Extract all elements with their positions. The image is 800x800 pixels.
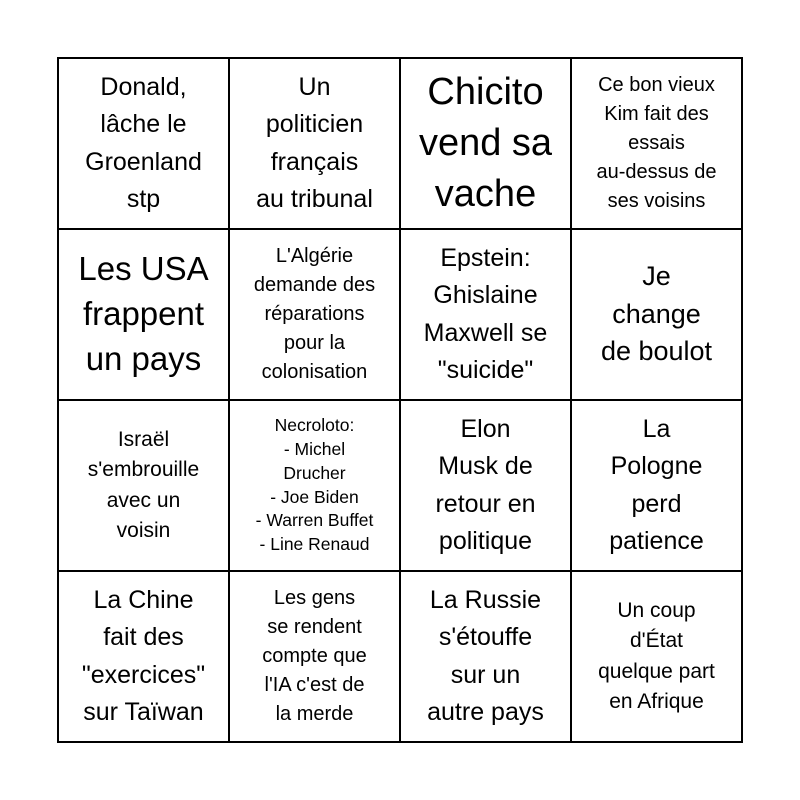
- bingo-board: [57, 57, 743, 743]
- bingo-cell[interactable]: [400, 400, 571, 571]
- bingo-cell[interactable]: [571, 571, 742, 742]
- bingo-cell[interactable]: [400, 229, 571, 400]
- bingo-cell[interactable]: [571, 400, 742, 571]
- cell-text: Chicito vend sa vache: [418, 70, 553, 216]
- cell-text: Donald, lâche le Groenland stp: [85, 72, 202, 213]
- cell-text: Ce bon vieux Kim fait des essais au-dessus de ses voisins: [596, 74, 717, 212]
- cell-text: L'Algérie demande des réparations pour la colonisation: [253, 245, 376, 383]
- cell-text: Les gens se rendent compte que l'IA c'est de la merde: [262, 587, 367, 725]
- cell-text: La Pologne perd patience: [609, 414, 704, 555]
- cell-text: La Chine fait des "exercices" sur Taïwan: [81, 585, 206, 726]
- cell-text: La Russie s'étouffe sur un autre pays: [427, 585, 544, 726]
- bingo-cell[interactable]: [229, 58, 400, 229]
- bingo-cell[interactable]: [58, 571, 229, 742]
- bingo-cell[interactable]: [229, 229, 400, 400]
- cell-text: Elon Musk de retour en politique: [435, 414, 536, 555]
- bingo-cell[interactable]: [58, 400, 229, 571]
- cell-text: Israël s'embrouille avec un voisin: [87, 427, 200, 542]
- cell-text: Epstein: Ghislaine Maxwell se "suicide": [423, 243, 548, 384]
- cell-text: Je change de boulot: [600, 260, 713, 367]
- cell-text: Un coup d'État quelque part en Afrique: [598, 598, 715, 713]
- bingo-cell[interactable]: [58, 58, 229, 229]
- bingo-cell[interactable]: [400, 571, 571, 742]
- bingo-cell[interactable]: [229, 400, 400, 571]
- bingo-cell[interactable]: [229, 571, 400, 742]
- bingo-cell[interactable]: [571, 58, 742, 229]
- bingo-cell[interactable]: [400, 58, 571, 229]
- bingo-cell[interactable]: [58, 229, 229, 400]
- cell-text: Necroloto: - Michel Drucher - Joe Biden - Warren Buffet - Line Renaud: [255, 415, 374, 555]
- bingo-cell[interactable]: [571, 229, 742, 400]
- cell-text: Un politicien français au tribunal: [256, 72, 373, 213]
- cell-text: Les USA frappent un pays: [78, 250, 209, 377]
